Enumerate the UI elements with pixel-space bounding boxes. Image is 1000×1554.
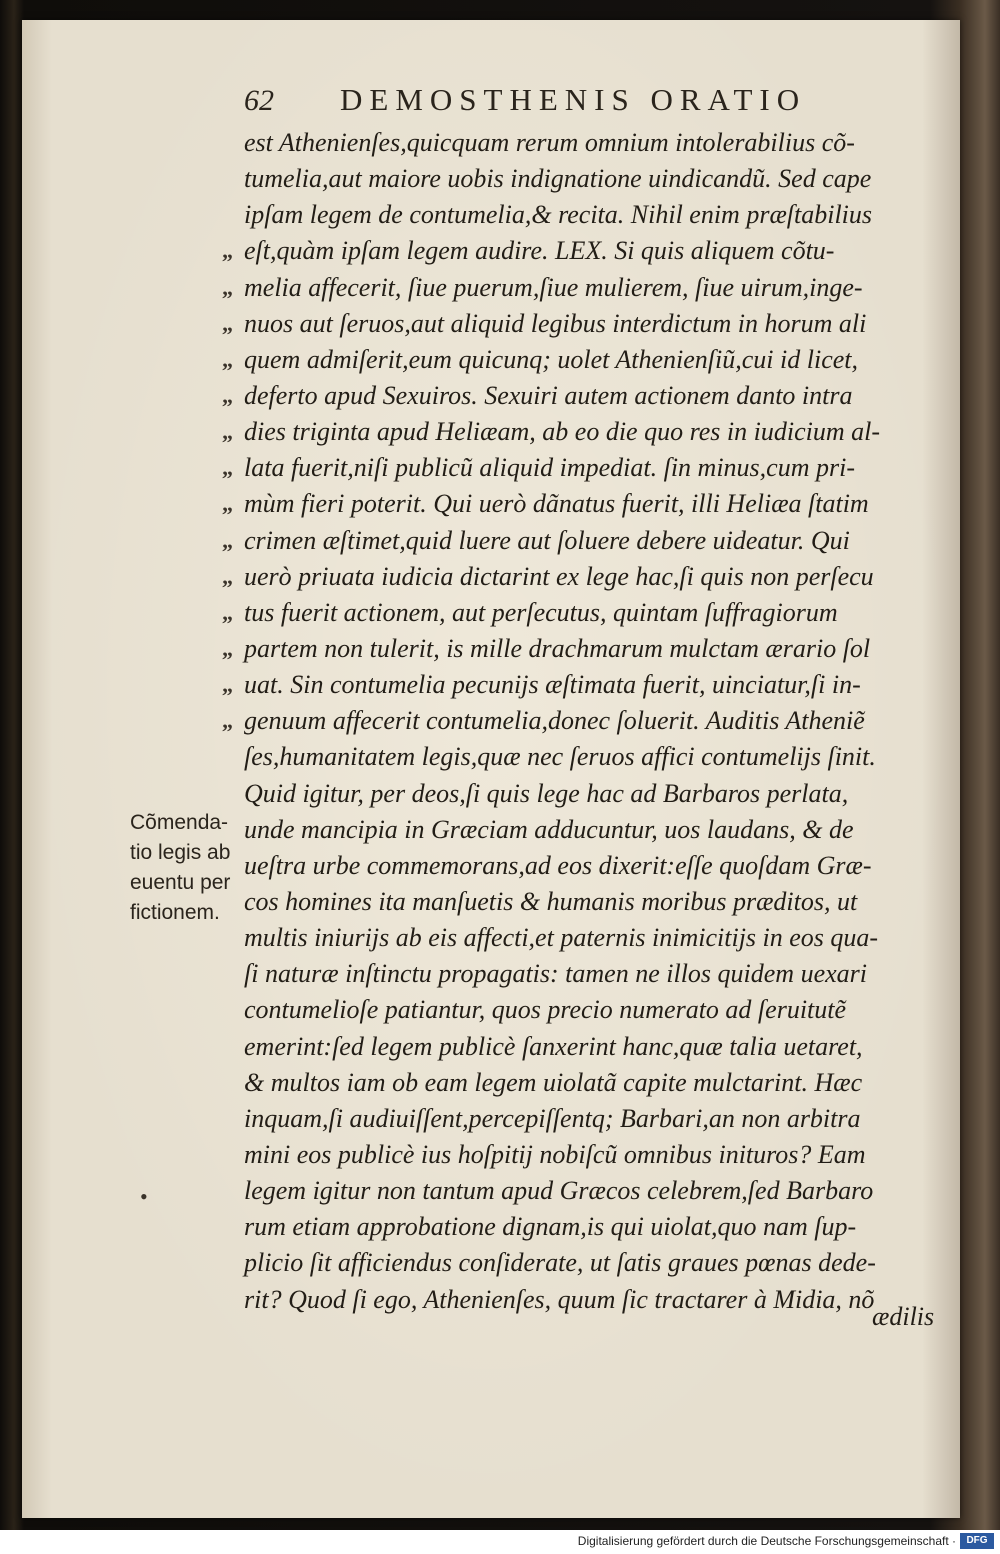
text-line-content: lata fuerit,niſi publicũ aliquid impediat. ſin minus,cum pri- <box>244 453 855 483</box>
quotation-mark: „ <box>222 491 233 517</box>
stray-ink-mark: • <box>140 1184 148 1209</box>
text-line-content: eſt,quàm ipſam legem audire. LEX. Si quis aliquem cõtu- <box>244 236 835 266</box>
text-line-content: mini eos publicè ius hoſpitij nobiſcũ omnibus inituros? Eam <box>244 1139 866 1169</box>
text-line-content: nuos aut ſeruos,aut aliquid legibus interdictum in horum ali <box>244 308 867 338</box>
footer-bar <box>0 1530 1000 1554</box>
text-line <box>244 776 934 812</box>
text-line-content: ueſtra urbe commemorans,ad eos dixerit:eſſe quoſdam Græ- <box>244 850 872 880</box>
text-line <box>244 1245 934 1281</box>
quotation-mark: „ <box>222 419 233 445</box>
text-line-content: est Athenienſes,quicquam rerum omnium intolerabilius cõ- <box>244 128 855 157</box>
text-line <box>244 1282 934 1318</box>
quotation-mark: „ <box>222 672 233 698</box>
text-line-content: rit? Quod ſi ego, Athenienſes, quum ſic tractarer à Midia, nõ <box>244 1284 875 1314</box>
text-line <box>244 956 934 992</box>
text-line <box>244 812 934 848</box>
quotation-mark: „ <box>222 310 233 336</box>
marginal-note-line: Cõmenda- <box>130 811 229 834</box>
text-line <box>222 233 934 269</box>
quotation-mark: „ <box>222 346 233 372</box>
text-line <box>244 1209 934 1245</box>
text-line-content: ſes,humanitatem legis,quæ nec ſeruos affici contumelijs ſinit. <box>244 742 876 772</box>
text-line-content: mùm fieri poterit. Qui uerò dãnatus fuerit, illi Heliæa ſtatim <box>244 489 869 519</box>
quotation-mark: „ <box>222 563 233 589</box>
text-line-content: inquam,ſi audiuiſſent,percepiſſentq; Barbari,an non arbitra <box>244 1103 861 1133</box>
quotation-mark: „ <box>222 455 233 481</box>
text-line <box>222 523 934 559</box>
text-line-content: ſi naturæ inſtinctu propagatis: tamen ne illos quidem uexari <box>244 959 867 989</box>
text-line <box>222 595 934 631</box>
quotation-mark: „ <box>222 238 233 264</box>
text-line-content: unde mancipia in Græciam adducuntur, uos laudans, & de <box>244 814 854 844</box>
marginal-note-line: tio legis ab <box>130 841 231 864</box>
text-line <box>222 450 934 486</box>
text-line <box>222 703 934 739</box>
text-line <box>244 161 934 197</box>
text-line-content: partem non tulerit, is mille drachmarum mulctam ærario ſol <box>244 633 871 663</box>
text-line <box>244 848 934 884</box>
text-line <box>222 559 934 595</box>
marginal-note-line: fictionem. <box>130 901 220 924</box>
text-line-content: multis iniurijs ab eis affecti,et paternis inimicitijs in eos qua- <box>244 923 879 953</box>
text-line <box>222 306 934 342</box>
text-line <box>222 342 934 378</box>
text-line-content: ipſam legem de contumelia,& recita. Nihil enim præſtabilius <box>244 200 873 230</box>
text-line-content: deferto apud Sexuiros. Sexuiri autem actionem danto intra <box>244 380 853 410</box>
text-line-content: quem admiſerit,eum quicunq; uolet Athenienſiũ,cui id licet, <box>244 344 858 374</box>
marginal-note <box>130 808 260 928</box>
quotation-mark: „ <box>222 708 233 734</box>
main-text-block <box>222 125 934 1318</box>
quotation-mark: „ <box>222 382 233 408</box>
text-line <box>244 884 934 920</box>
text-line <box>244 197 934 233</box>
text-line-content: dies triginta apud Heliæam, ab eo die quo res in iudicium al- <box>244 417 880 447</box>
text-line-content: crimen æſtimet,quid luere aut ſoluere debere uideatur. Qui <box>244 525 850 555</box>
text-line-content: legem igitur non tantum apud Græcos celebrem,ſed Barbaro <box>244 1176 874 1206</box>
text-line <box>244 1173 934 1209</box>
text-line-content: uat. Sin contumelia pecunijs æſtimata fuerit, uinciatur,ſi in- <box>244 670 861 700</box>
text-line-content: uerò priuata iudicia dictarint ex lege hac,ſi quis non perſecu <box>244 561 874 591</box>
text-line-content: & multos iam ob eam legem uiolatã capite mulctarint. Hæc <box>244 1067 863 1097</box>
text-line <box>244 1137 934 1173</box>
text-line <box>244 1029 934 1065</box>
text-line-content: rum etiam approbatione dignam,is qui uiolat,quo nam ſup- <box>244 1212 857 1242</box>
quotation-mark: „ <box>222 274 233 300</box>
dfg-logo: DFG <box>960 1533 994 1549</box>
text-line-content: cos homines ita manſuetis & humanis moribus præditos, ut <box>244 886 858 916</box>
quotation-mark: „ <box>222 635 233 661</box>
text-line <box>244 739 934 775</box>
text-line <box>244 992 934 1028</box>
text-line-content: emerint:ſed legem publicè ſanxerint hanc,quæ talia uetaret, <box>244 1031 863 1061</box>
running-head: DEMOSTHENIS ORATIO <box>340 82 807 117</box>
text-line-content: melia affecerit, ſiue puerum,ſiue mulierem, ſiue uirum,inge- <box>244 272 863 302</box>
quotation-mark: „ <box>222 599 233 625</box>
text-line <box>244 1101 934 1137</box>
text-line <box>244 920 934 956</box>
text-line <box>244 1065 934 1101</box>
text-line <box>222 414 934 450</box>
text-line-content: tumelia,aut maiore uobis indignatione uindicandũ. Sed cape <box>244 164 872 194</box>
text-line <box>244 125 934 161</box>
page-number: 62 <box>244 84 274 117</box>
text-line <box>222 631 934 667</box>
text-line <box>222 486 934 522</box>
text-line-content: plicio ſit afficiendus conſiderate, ut ſatis graues pœnas dede- <box>244 1248 876 1278</box>
text-line <box>222 378 934 414</box>
marginal-note-line: euentu per <box>130 871 231 894</box>
catchword: ædilis <box>872 1302 935 1331</box>
book-page <box>22 20 960 1518</box>
text-line-content: tus fuerit actionem, aut perſecutus, quintam ſuffragiorum <box>244 597 838 627</box>
text-line <box>222 667 934 703</box>
text-line-content: genuum affecerit contumelia,donec ſoluerit. Auditis Atheniẽ <box>244 706 865 736</box>
text-line-content: Quid igitur, per deos,ſi quis lege hac ad Barbaros perlata, <box>244 778 849 808</box>
footer-credit: Digitalisierung gefördert durch die Deutsche Forschungsgemeinschaft · <box>577 1534 956 1548</box>
quotation-mark: „ <box>222 527 233 553</box>
text-line-content: contumelioſe patiantur, quos precio numerato ad ſeruitutẽ <box>244 995 847 1025</box>
text-line <box>222 270 934 306</box>
